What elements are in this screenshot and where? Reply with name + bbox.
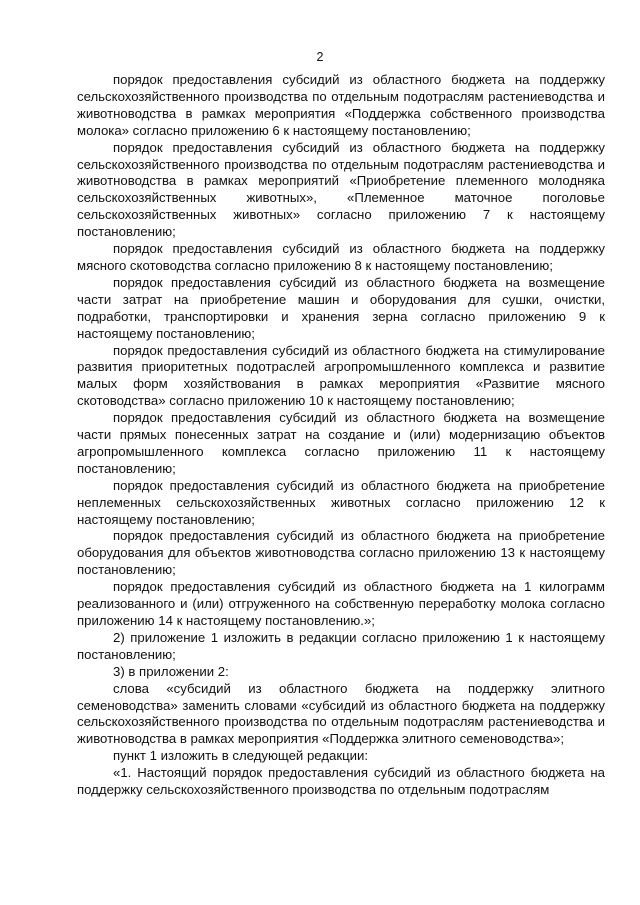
paragraph-order-8: порядок предоставления субсидий из областного бюджета на поддержку мясного скотоводства согласно приложению 8 к настоящему постановлению; bbox=[77, 241, 605, 273]
paragraph-order-7: порядок предоставления субсидий из областного бюджета на поддержку сельскохозяйственного производства по отдельным подотраслям растениеводства и животноводства в рамках мероприятий «Приобретение племенного молодняка сельскохозяйственных животных», «Племенное маточное поголовье сельскохозяйственных животных» согласно приложению 7 к настоящему постановлению; bbox=[77, 139, 605, 240]
document-body bbox=[77, 72, 605, 799]
paragraph-order-13: порядок предоставления субсидий из областного бюджета на приобретение оборудования для объектов животноводства согласно приложению 13 к настоящему постановлению; bbox=[77, 528, 605, 578]
paragraph-item-3: 3) в приложении 2: bbox=[113, 663, 229, 679]
paragraph-order-9: порядок предоставления субсидий из областного бюджета на возмещение части затрат на приобретение машин и оборудования для сушки, очистки, подработки, транспортировки и хранения зерна согласно приложению 9 к настоящему постановлению; bbox=[77, 274, 605, 341]
paragraph-order-14: порядок предоставления субсидий из областного бюджета на 1 килограмм реализованного и (или) отгруженного на собственную переработку молока согласно приложению 14 к настоящему постановлению.»; bbox=[77, 579, 605, 628]
paragraph-item-2: 2) приложение 1 изложить в редакции согласно приложению 1 к настоящему постановлению; bbox=[77, 629, 605, 662]
paragraph-words-replace: слова «субсидий из областного бюджета на поддержку элитного семеноводства» заменить словами «субсидий из областного бюджета на поддержку сельскохозяйственного производства по отдельным подотраслям растениеводства и животноводства в рамках мероприятия «Поддержка элитного семеноводства»; bbox=[77, 680, 605, 747]
paragraph-order-11: порядок предоставления субсидий из областного бюджета на возмещение части прямых понесенных затрат на создание и (или) модернизацию объектов агропромышленного комплекса согласно приложению 11 к настоящему постановлению; bbox=[77, 410, 605, 476]
paragraph-order-6: порядок предоставления субсидий из областного бюджета на поддержку сельскохозяйственного производства по отдельным подотраслям растениеводства и животноводства в рамках мероприятия «Поддержка собственного производства молока» согласно приложению 6 к настоящему постановлению; bbox=[77, 72, 605, 138]
paragraph-point-1-intro: пункт 1 изложить в следующей редакции: bbox=[113, 748, 369, 764]
paragraph-point-1-text: «1. Настоящий порядок предоставления субсидий из областного бюджета на поддержку сельскохозяйственного производства по отдельным подотраслям bbox=[77, 765, 605, 798]
page-number: 2 bbox=[316, 50, 324, 64]
paragraph-order-10: порядок предоставления субсидий из областного бюджета на стимулирование развития приоритетных подотраслей агропромышленного комплекса и развитие малых форм хозяйствования в рамках мероприятия «Развитие мясного скотоводства» согласно приложению 10 к настоящему постановлению; bbox=[77, 342, 605, 409]
paragraph-order-12: порядок предоставления субсидий из областного бюджета на приобретение неплеменных сельскохозяйственных животных согласно приложению 12 к настоящему постановлению; bbox=[77, 477, 605, 527]
